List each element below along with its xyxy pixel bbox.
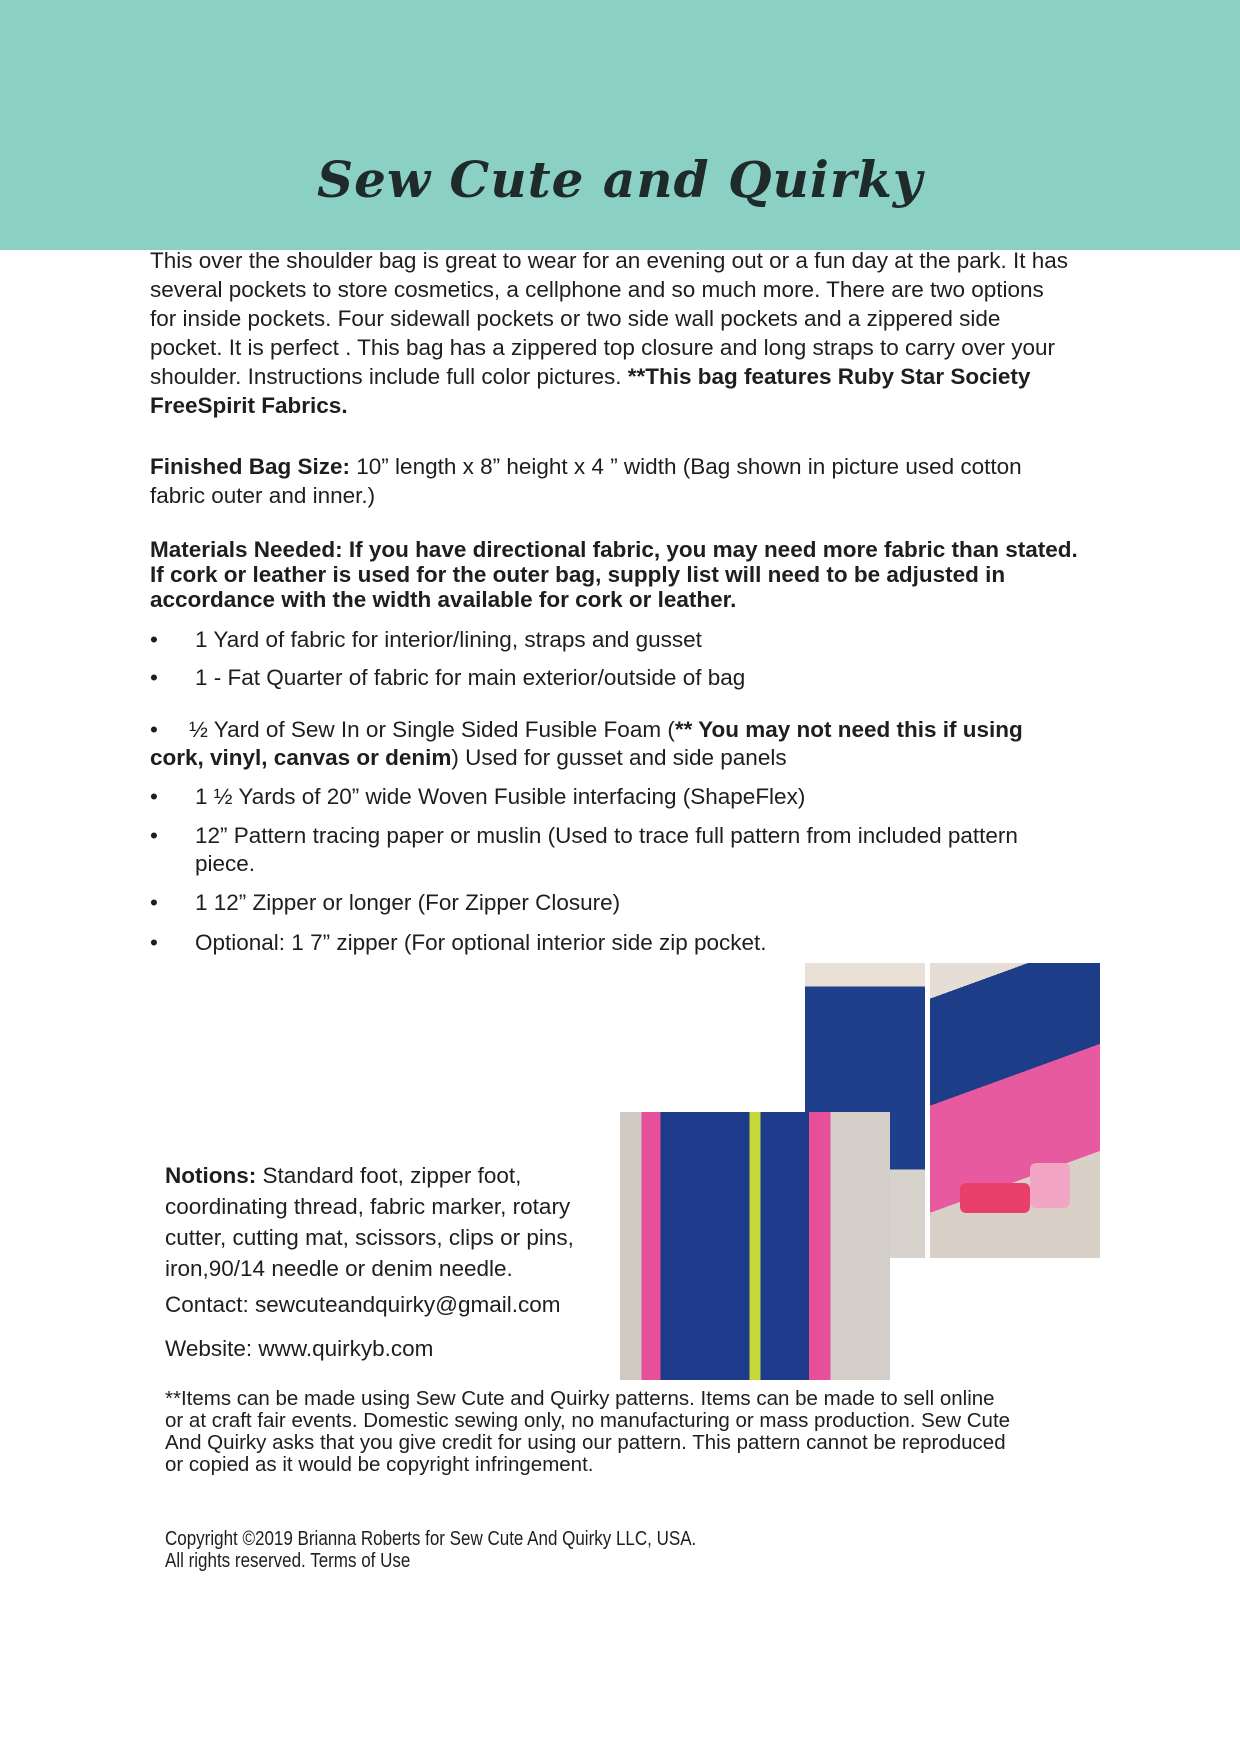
item-text: 1 ½ Yards of 20” wide Woven Fusible interfacing (ShapeFlex) [195,784,806,809]
item-text: 1 12” Zipper or longer (For Zipper Closure) [195,890,621,915]
bullet: • [150,665,158,690]
list-item [150,822,1070,878]
header-banner [0,0,1240,250]
notions-text: Standard foot, zipper foot, coordinating thread, fabric marker, rotary cutter, cutting mat, scissors, clips or pins, iron,90/14 needle or denim needle. [165,1163,574,1281]
list-item [150,929,1070,957]
bullet: • [150,823,158,848]
item-text [150,716,1070,772]
item-text: 1 Yard of fabric for interior/lining, straps and gusset [195,627,702,652]
brand-logo: Sew Cute and Quirky [317,150,923,209]
item-text: 1 - Fat Quarter of fabric for main exterior/outside of bag [195,665,746,690]
intro-paragraph [150,246,1070,420]
usage-terms: **Items can be made using Sew Cute and Quirky patterns. Items can be made to sell online or at craft fair events. Domestic sewing only, no manufacturing or mass production. Sew Cute And Quirky asks that you give credit for using our pattern. This pattern cannot be reproduced or copied as it would be copyright infringement. [165,1387,1011,1476]
size-label: Finished Bag Size: [150,454,351,479]
item-text: 12” Pattern tracing paper or muslin (Used to trace full pattern from included pattern piece. [195,823,1018,876]
bag-photo-side [930,963,1100,1258]
website-link[interactable]: Website: www.quirkyb.com [165,1336,434,1361]
bullet: • [150,890,158,915]
bullet: • [150,717,158,742]
list-item [150,626,1070,654]
list-item [150,889,1070,917]
notions-label: Notions: [165,1163,257,1188]
finished-size [150,452,1070,510]
notions [165,1160,625,1284]
list-item [150,783,1070,811]
intro-fabric-note: **This bag features Ruby Star Society FreeSpirit Fabrics. [150,364,1031,418]
thread-spool [1030,1163,1070,1208]
list-item [150,716,1070,772]
copyright [165,1528,696,1572]
bag-photo-zipper [620,1112,890,1380]
contact-email[interactable]: Contact: sewcuteandquirky@gmail.com [165,1292,561,1317]
bullet: • [150,784,158,809]
foam-text: ½ Yard of Sew In or Single Sided Fusible Foam ( [189,717,675,742]
bullet: • [150,627,158,652]
thread-spool [960,1183,1030,1213]
copyright-line: Copyright ©2019 Brianna Roberts for Sew Cute And Quirky LLC, USA. [165,1528,697,1550]
list-item [150,664,1070,692]
foam-note: ** You may not need this if using cork, vinyl, canvas or denim [150,717,1023,770]
bullet: • [150,930,158,955]
rights-line: All rights reserved. Terms of Use [165,1550,411,1572]
item-text: Optional: 1 7” zipper (For optional interior side zip pocket. [195,930,767,955]
materials-heading: Materials Needed: If you have directional fabric, you may need more fabric than stated. If cork or leather is used for the outer bag, supply list will need to be adjusted in accordance with the width available for cork or leather. [150,537,1078,612]
size-text: 10” length x 8” height x 4 ” width (Bag shown in picture used cotton fabric outer and inner.) [150,454,1022,508]
intro-text: This over the shoulder bag is great to wear for an evening out or a fun day at the park. It has several pockets to store cosmetics, a cellphone and so much more. There are two options for inside pockets. Four sidewall pockets or two side wall pockets and a zippered side pocket. It is perfect . This bag has a zippered top closure and long straps to carry over your shoulder. Instructions include full color pictures. [150,248,1069,389]
foam-use: ) Used for gusset and side panels [451,745,787,770]
